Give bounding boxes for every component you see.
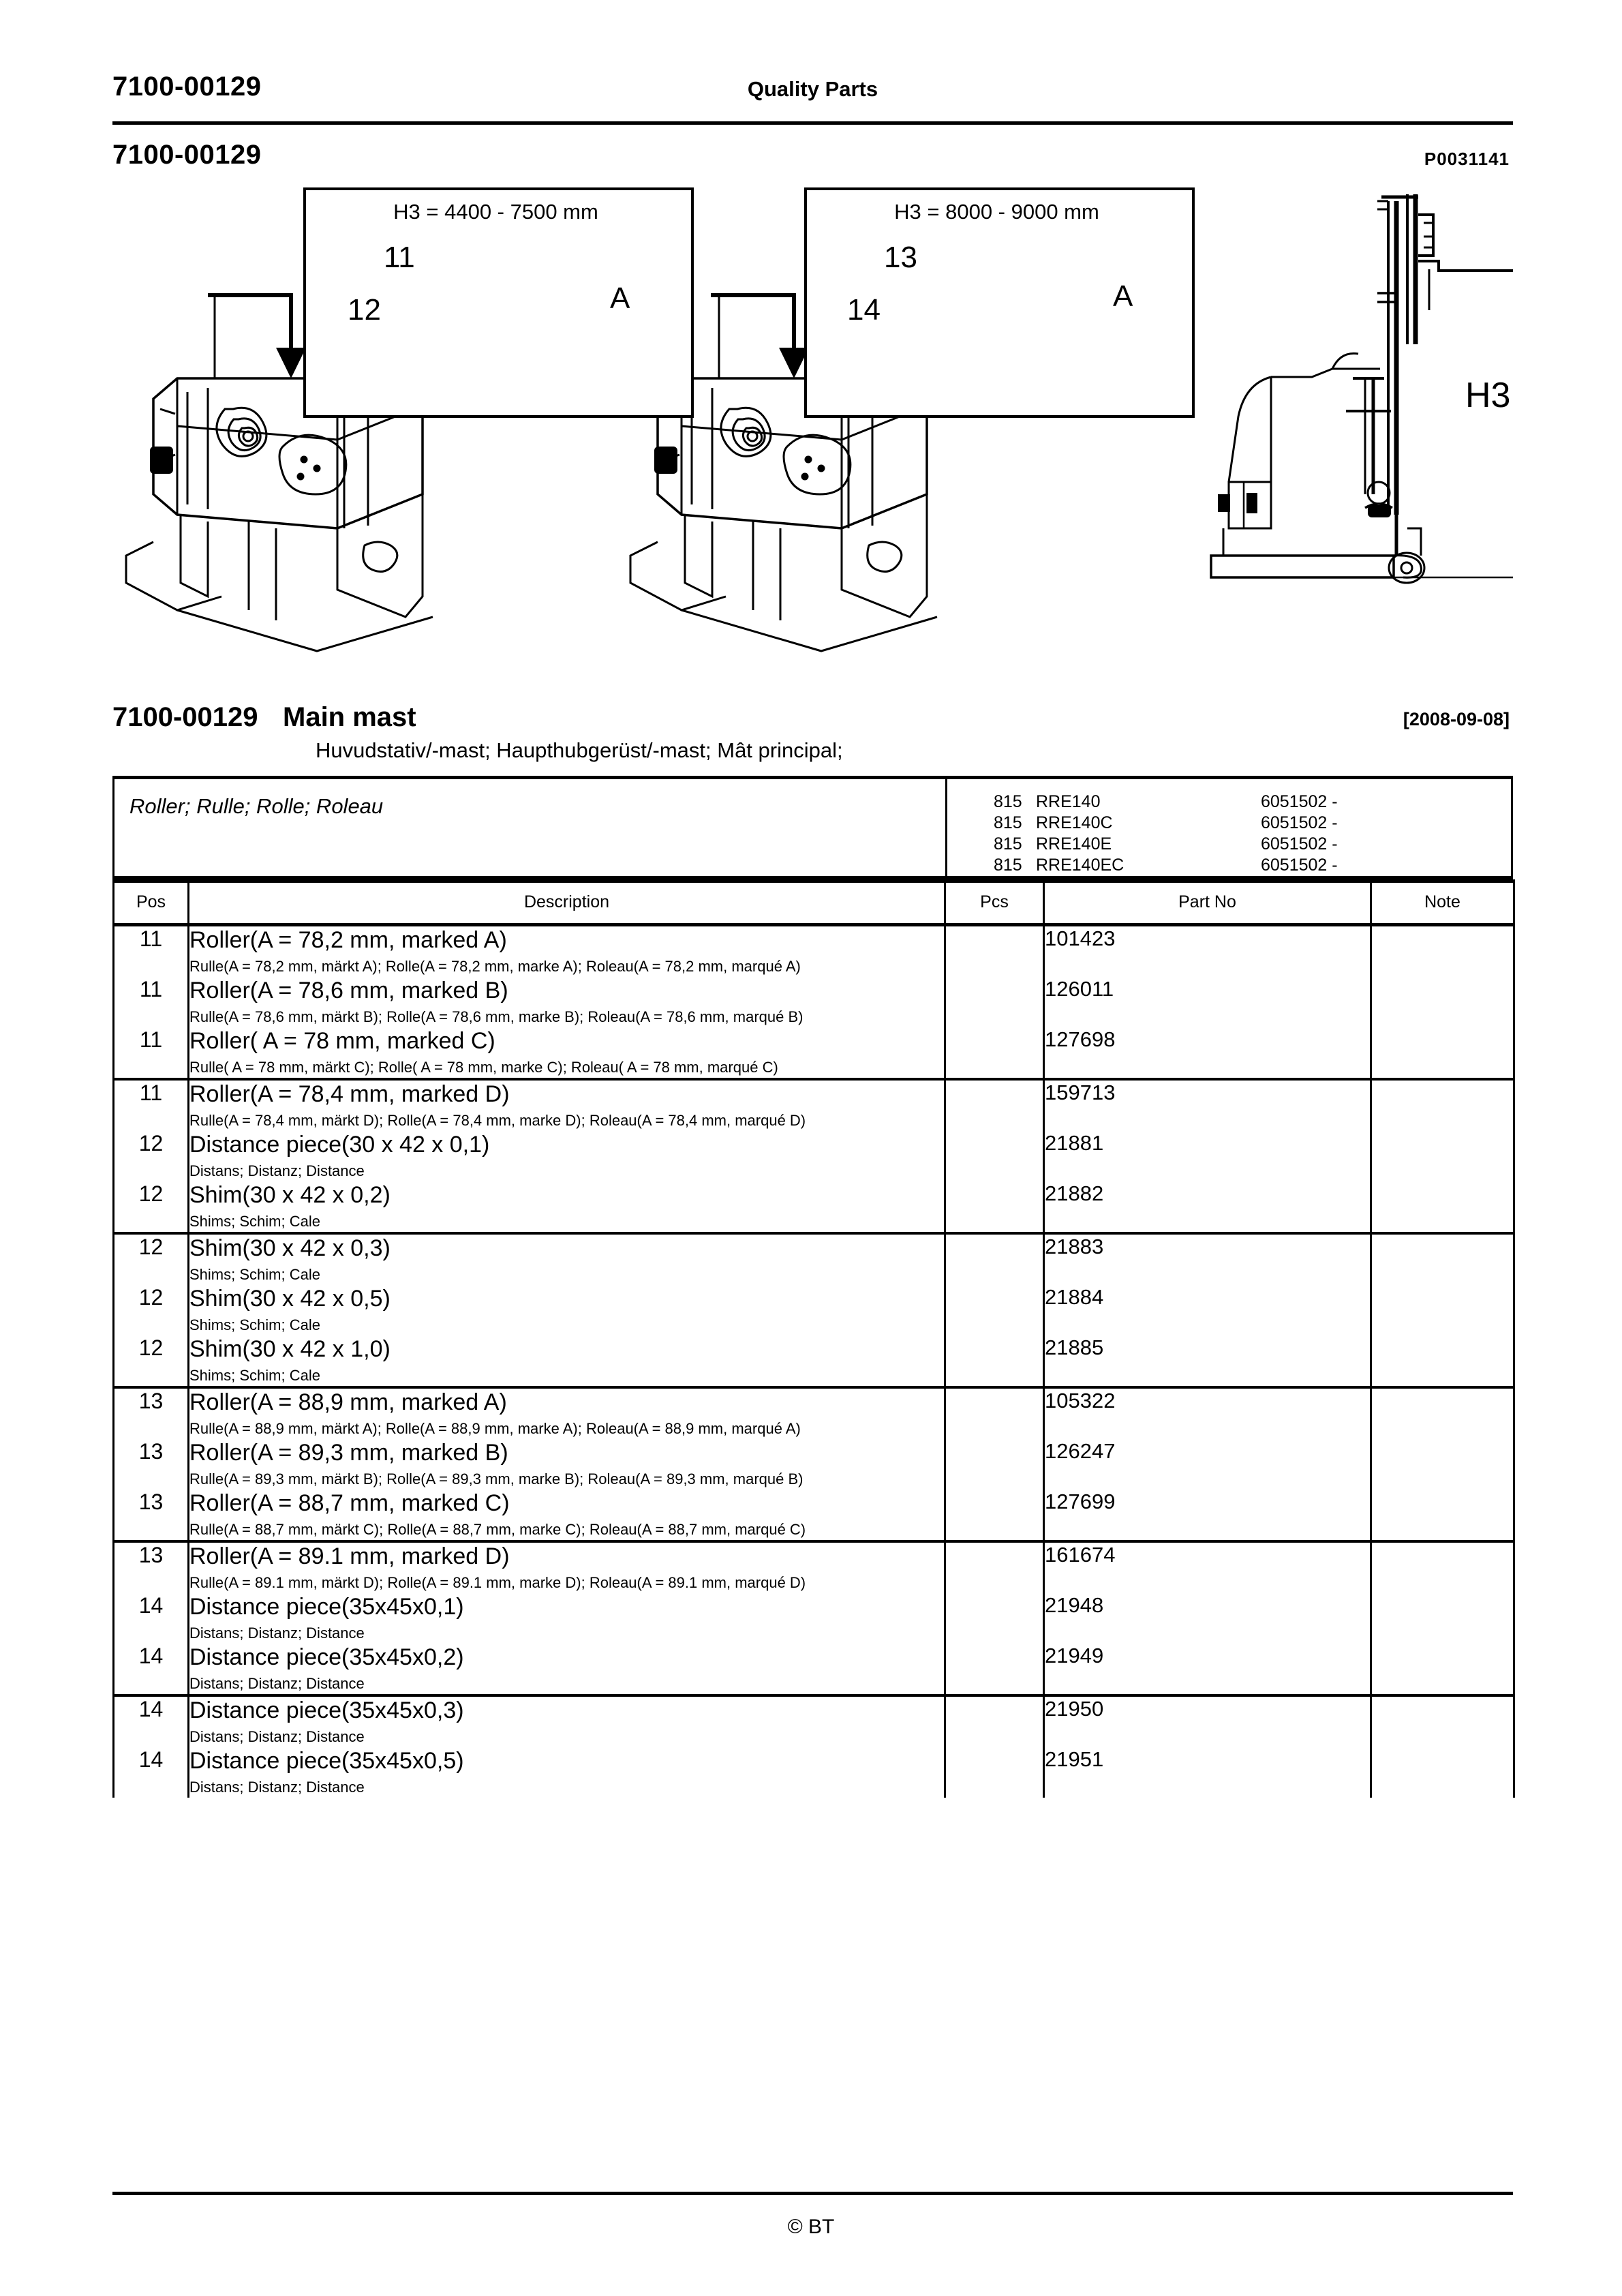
description-primary: Roller(A = 78,2 mm, marked A)	[189, 927, 507, 953]
description-translations: Shims; Schim; Cale	[189, 1316, 320, 1333]
cell-pcs	[945, 1131, 1044, 1181]
model-name: RRE140E	[1036, 834, 1112, 854]
cell-part-number: 101423	[1044, 925, 1371, 978]
section-subtitle: Huvudstativ/-mast; Haupthubgerüst/-mast; Mât principal;	[316, 738, 843, 762]
model-name: RRE140	[1036, 792, 1101, 811]
model-serial-range: 6051502 -	[1261, 813, 1338, 832]
description-primary: Roller(A = 89,3 mm, marked B)	[189, 1440, 508, 1466]
table-row	[114, 1027, 1514, 1079]
group-label: Roller; Rulle; Rolle; Roleau	[129, 794, 384, 818]
cell-note	[1371, 1439, 1514, 1490]
cell-pcs	[945, 1490, 1044, 1541]
model-code: 815	[994, 856, 1022, 875]
model-row	[994, 855, 1338, 876]
cell-note	[1371, 1079, 1514, 1131]
cell-pos: 12	[114, 1335, 189, 1387]
cell-note	[1371, 1541, 1514, 1593]
cell-pcs	[945, 1644, 1044, 1695]
table-row	[114, 925, 1514, 978]
description-translations: Distans; Distanz; Distance	[189, 1625, 365, 1642]
model-applicability-box	[112, 776, 1513, 879]
cell-part-number: 21948	[1044, 1593, 1371, 1644]
cell-pcs	[945, 925, 1044, 978]
description-primary: Shim(30 x 42 x 0,5)	[189, 1286, 391, 1312]
cell-description	[189, 1644, 945, 1695]
column-header-pcs: Pcs	[945, 881, 1044, 925]
cell-pos: 13	[114, 1439, 189, 1490]
column-header-part-no: Part No	[1044, 881, 1371, 925]
cell-pcs	[945, 1181, 1044, 1233]
table-row	[114, 1541, 1514, 1593]
cell-pcs	[945, 1695, 1044, 1747]
description-primary: Roller( A = 78 mm, marked C)	[189, 1028, 495, 1054]
table-row	[114, 1747, 1514, 1798]
cell-note	[1371, 1695, 1514, 1747]
model-code: 815	[994, 834, 1022, 854]
cell-note	[1371, 1285, 1514, 1335]
cell-note	[1371, 1747, 1514, 1798]
table-header-row	[114, 881, 1514, 925]
parts-table	[112, 879, 1515, 1798]
cell-part-number: 127698	[1044, 1027, 1371, 1079]
cell-note	[1371, 1593, 1514, 1644]
description-primary: Distance piece(30 x 42 x 0,1)	[189, 1132, 490, 1158]
header-rule	[112, 121, 1513, 125]
cell-part-number: 21881	[1044, 1131, 1371, 1181]
model-row	[994, 813, 1338, 834]
footer-rule	[112, 2192, 1513, 2195]
description-translations: Rulle(A = 89.1 mm, märkt D); Rolle(A = 89.1 mm, marke D); Roleau(A = 89.1 mm, marqué D)	[189, 1574, 806, 1591]
cell-description	[189, 1027, 945, 1079]
cell-pcs	[945, 1593, 1044, 1644]
description-translations: Rulle(A = 88,7 mm, märkt C); Rolle(A = 88,7 mm, marke C); Roleau(A = 88,7 mm, marqué C)	[189, 1521, 806, 1538]
cell-pcs	[945, 1439, 1044, 1490]
header-title: Quality Parts	[747, 77, 878, 101]
cell-pcs	[945, 1335, 1044, 1387]
cell-description	[189, 1387, 945, 1439]
column-header-pos: Pos	[114, 881, 189, 925]
cell-description	[189, 1131, 945, 1181]
cell-pcs	[945, 1285, 1044, 1335]
model-list	[994, 791, 1338, 876]
leader-arrow-left	[208, 293, 306, 378]
column-header-description: Description	[189, 881, 945, 925]
cell-description	[189, 1490, 945, 1541]
cell-part-number: 126247	[1044, 1439, 1371, 1490]
callout-12: 12	[348, 293, 381, 327]
cell-pos: 12	[114, 1233, 189, 1285]
cell-pos: 11	[114, 925, 189, 978]
cell-note	[1371, 1181, 1514, 1233]
cell-note	[1371, 925, 1514, 978]
cell-pos: 12	[114, 1181, 189, 1233]
description-primary: Distance piece(35x45x0,2)	[189, 1644, 464, 1670]
cell-part-number: 21883	[1044, 1233, 1371, 1285]
description-primary: Roller(A = 88,7 mm, marked C)	[189, 1490, 510, 1516]
description-primary: Shim(30 x 42 x 0,3)	[189, 1235, 391, 1261]
section-date: [2008-09-08]	[1403, 709, 1510, 729]
cell-pos: 11	[114, 1079, 189, 1131]
cell-pos: 14	[114, 1644, 189, 1695]
description-translations: Rulle(A = 78,4 mm, märkt D); Rolle(A = 78,4 mm, marke D); Roleau(A = 78,4 mm, marqué D)	[189, 1112, 806, 1129]
cell-part-number: 21884	[1044, 1285, 1371, 1335]
cell-part-number: 105322	[1044, 1387, 1371, 1439]
cell-note	[1371, 1131, 1514, 1181]
description-translations: Rulle(A = 78,2 mm, märkt A); Rolle(A = 78,2 mm, marke A); Roleau(A = 78,2 mm, marqué A)	[189, 958, 801, 975]
table-row	[114, 1181, 1514, 1233]
cell-description	[189, 1335, 945, 1387]
description-primary: Distance piece(35x45x0,5)	[189, 1748, 464, 1774]
header-document-number: 7100-00129	[112, 72, 262, 102]
description-primary: Distance piece(35x45x0,1)	[189, 1594, 464, 1620]
detail-box-2-title: H3 = 8000 - 9000 mm	[894, 200, 1099, 224]
page-title: Main mast	[283, 702, 416, 732]
cell-pcs	[945, 1541, 1044, 1593]
description-primary: Roller(A = 89.1 mm, marked D)	[189, 1543, 510, 1569]
model-serial-range: 6051502 -	[1261, 792, 1338, 811]
cell-pos: 13	[114, 1541, 189, 1593]
description-primary: Roller(A = 78,4 mm, marked D)	[189, 1081, 510, 1107]
cell-pos: 12	[114, 1285, 189, 1335]
section-heading	[112, 702, 416, 733]
cell-pcs	[945, 1233, 1044, 1285]
description-primary: Roller(A = 78,6 mm, marked B)	[189, 978, 508, 1003]
cell-pcs	[945, 1747, 1044, 1798]
detail-box-1-title: H3 = 4400 - 7500 mm	[393, 200, 598, 224]
cell-pcs	[945, 1387, 1044, 1439]
model-serial-range: 6051502 -	[1261, 834, 1338, 854]
model-box-divider	[945, 779, 947, 876]
cell-description	[189, 1079, 945, 1131]
cell-description	[189, 1695, 945, 1747]
model-serial-range: 6051502 -	[1261, 856, 1338, 875]
cell-description	[189, 977, 945, 1027]
model-row	[994, 834, 1338, 855]
callout-11: 11	[384, 241, 415, 274]
description-translations: Distans; Distanz; Distance	[189, 1162, 365, 1179]
cell-note	[1371, 1387, 1514, 1439]
cell-part-number: 127699	[1044, 1490, 1371, 1541]
cell-pcs	[945, 977, 1044, 1027]
callout-14: 14	[847, 293, 881, 327]
section-number: 7100-00129	[112, 702, 258, 732]
cell-pos: 11	[114, 977, 189, 1027]
cell-part-number: 21949	[1044, 1644, 1371, 1695]
cell-pos: 11	[114, 1027, 189, 1079]
description-translations: Rulle(A = 78,6 mm, märkt B); Rolle(A = 78,6 mm, marke B); Roleau(A = 78,6 mm, marqué B)	[189, 1008, 804, 1025]
description-translations: Rulle( A = 78 mm, märkt C); Rolle( A = 78 mm, marke C); Roleau( A = 78 mm, marqué C)	[189, 1059, 778, 1076]
cell-pos: 12	[114, 1131, 189, 1181]
mast-height-label-h3: H3	[1465, 376, 1511, 415]
description-primary: Distance piece(35x45x0,3)	[189, 1697, 464, 1723]
cell-pos: 14	[114, 1695, 189, 1747]
cell-part-number: 21885	[1044, 1335, 1371, 1387]
table-row	[114, 1644, 1514, 1695]
cell-pos: 13	[114, 1490, 189, 1541]
table-row	[114, 1387, 1514, 1439]
description-translations: Distans; Distanz; Distance	[189, 1728, 365, 1745]
description-translations: Distans; Distanz; Distance	[189, 1675, 365, 1692]
cell-pcs	[945, 1027, 1044, 1079]
description-translations: Rulle(A = 89,3 mm, märkt B); Rolle(A = 89,3 mm, marke B); Roleau(A = 89,3 mm, marqué B)	[189, 1470, 804, 1487]
cell-note	[1371, 1233, 1514, 1285]
cell-pos: 14	[114, 1593, 189, 1644]
cell-part-number: 21882	[1044, 1181, 1371, 1233]
dimension-label-a-2: A	[1113, 280, 1133, 313]
drawing-code: P0031141	[1424, 149, 1510, 169]
table-row	[114, 1285, 1514, 1335]
description-translations: Shims; Schim; Cale	[189, 1367, 320, 1384]
model-row	[994, 791, 1338, 813]
table-row	[114, 1079, 1514, 1131]
footer-copyright: © BT	[787, 2216, 835, 2238]
table-row	[114, 1695, 1514, 1747]
cell-pos: 13	[114, 1387, 189, 1439]
illustration-area	[112, 174, 1513, 682]
description-primary: Roller(A = 88,9 mm, marked A)	[189, 1389, 507, 1415]
leader-arrow-right	[711, 293, 809, 378]
section-document-number: 7100-00129	[112, 140, 262, 170]
cell-note	[1371, 977, 1514, 1027]
description-primary: Shim(30 x 42 x 1,0)	[189, 1336, 391, 1362]
cell-description	[189, 1747, 945, 1798]
cell-part-number: 21950	[1044, 1695, 1371, 1747]
cell-note	[1371, 1490, 1514, 1541]
dimension-label-a-1: A	[610, 282, 630, 315]
model-code: 815	[994, 813, 1022, 832]
cell-note	[1371, 1644, 1514, 1695]
cell-part-number: 159713	[1044, 1079, 1371, 1131]
cell-description	[189, 1233, 945, 1285]
table-row	[114, 1131, 1514, 1181]
cell-description	[189, 1439, 945, 1490]
cell-note	[1371, 1027, 1514, 1079]
description-translations: Distans; Distanz; Distance	[189, 1779, 365, 1796]
model-code: 815	[994, 792, 1022, 811]
callout-13: 13	[884, 241, 917, 274]
cell-pcs	[945, 1079, 1044, 1131]
cell-description	[189, 1593, 945, 1644]
description-translations: Shims; Schim; Cale	[189, 1213, 320, 1230]
description-primary: Shim(30 x 42 x 0,2)	[189, 1182, 391, 1208]
description-translations: Rulle(A = 88,9 mm, märkt A); Rolle(A = 88,9 mm, marke A); Roleau(A = 88,9 mm, marqué A)	[189, 1420, 801, 1437]
model-name: RRE140EC	[1036, 856, 1124, 875]
model-name: RRE140C	[1036, 813, 1113, 832]
cell-pos: 14	[114, 1747, 189, 1798]
cell-part-number: 126011	[1044, 977, 1371, 1027]
description-translations: Shims; Schim; Cale	[189, 1266, 320, 1283]
cell-note	[1371, 1335, 1514, 1387]
table-row	[114, 1335, 1514, 1387]
cell-description	[189, 1181, 945, 1233]
cell-part-number: 161674	[1044, 1541, 1371, 1593]
cell-description	[189, 1285, 945, 1335]
cell-description	[189, 925, 945, 978]
parts-table-container	[112, 879, 1513, 1798]
table-row	[114, 977, 1514, 1027]
table-row	[114, 1439, 1514, 1490]
table-row	[114, 1233, 1514, 1285]
table-row	[114, 1490, 1514, 1541]
cell-description	[189, 1541, 945, 1593]
cell-part-number: 21951	[1044, 1747, 1371, 1798]
table-row	[114, 1593, 1514, 1644]
column-header-note: Note	[1371, 881, 1514, 925]
